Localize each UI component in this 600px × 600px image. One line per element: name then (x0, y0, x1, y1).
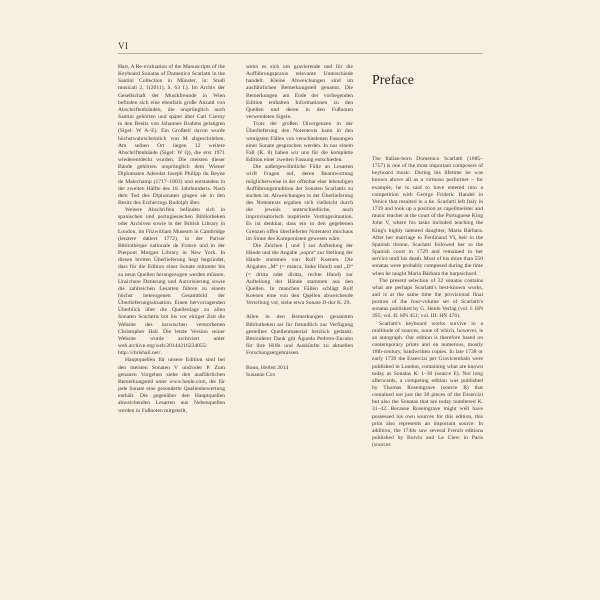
german-column-1 (118, 64, 225, 415)
paragraph: Weitere Abschriften befinden sich in spanischen und portugiesischen Bibliotheken oder Archiven sowie in der British Library in London, im Fitzwilliam Museum in Cambridge (letztere datiert 1772), in der Pariser Bibliothèque nationale de France und in der Pierpont Morgan Library in New York. In diesen breiten Überlieferung liegt begründet, dass für die Edition einer Sonate mitunter bis zu neun Quellen herangezogen werden müssen. Unsichere Datierung und Autorisierung sowie die zahlreichen Lesarten führen zu einem höchst heterogenen Gesamtbild der Überlieferungssituation. Einen hervorragenden Überblick über die Quellenlage zu allen Sonaten Scarlattis bot bis vor einiger Zeit die Website des inzwischen verstorbenen Christopher Hail. Die letzte Version seiner Website wurde archiviert unter web.archive.org/web/20144216234055/ http://chrishail.net/. (118, 207, 225, 357)
preface-title: Preface (372, 73, 414, 88)
header-rule (118, 53, 483, 54)
paragraph: wenn es sich um gravierende und für die Aufführungspraxis relevante Unterschiede handelt. Kleine Abweichungen sind im ausführlichen Bemerkungsteil genannt. Die Bemerkungen am Ende der vorliegenden Edition enthalten Informationen zu den Quellen und deren in den Fußnoten verwendeten Sigeln. (246, 64, 353, 121)
place-date: Bonn, Herbst 2014 (246, 364, 289, 371)
acknowledgements: Allen in den Bemerkungen genannten Bibliotheken sei für freundlich zur Verfügung gestelltes Quellenmaterial herzlich gedankt. Besonderer Dank gilt Águeda Pedrero-Encabo für ihre Hilfe und Auskünfte zu aktuellen Forschungsergebnissen. (246, 314, 353, 357)
paragraph: Hart, A Re-evaluation of the Manuscripts of the Keyboard Sonatas of Domenico Scarlatti in the Santini Collection in Münster, in: Studi musicali 2, 1(2011), S. 63 f.). Im Archiv der Gesellschaft der Musikfreunde in Wien befinden sich eine ebenfalls große Anzahl von Abschriftenbänden, die ursprünglich auch Santini gehörten und später über Carl Czerny in den Besitz von Johannes Brahms gelangten (Sigel: W A–E). Ein Großteil davon wurde höchstwahrscheinlich von M abgeschrieben. Am selben Ort liegen 12 weitere Abschriftenbände (Sigel: W Q), die erst 1971 wiederentdeckt wurden. Die meisten dieser Bände gehörten ursprünglich dem Wiener Diplomaten Adeodat Joseph Philipp du Beyne de Malechamp (1717–1803) und entstanden in der zweiten Hälfte des 18. Jahrhunderts. Nach dem Tod des Diplomaten gingen sie in den Besitz des Erzherzogs Rudolph über. (118, 64, 225, 206)
german-column-2 (246, 64, 353, 379)
english-column (372, 156, 483, 449)
author-name: Susanne Cox (246, 371, 276, 378)
page-number: VI (118, 41, 129, 51)
paragraph: Die Zeichen ⌊ und ⌉ zur Aufteilung der Hände und die Angabe „sopra“ zur Stellung der Hände stammen von Rolf Koenen. Die Angaben „M“ (= manca, linke Hand) und „D“ (= dritta oder diritta, rechte Hand) zur Aufteilung der Hände stammen aus den Quellen. In manchen Fällen schlägt Rolf Koenen eine von den Quellen abweichende Verteilung vor, siehe etwa Sonate D-dur K. 29. (246, 242, 353, 307)
paragraph: Trotz der großen Divergenzen in der Überlieferung des Notentexts kann in den wenigsten Fällen von verschiedenen Fassungen einer Sonate gesprochen werden. In nur einem Fall (K. 8) haben wir uns für die komplette Edition einer zweiten Fassung entschieden. (246, 121, 353, 164)
paragraph: Scarlatti's keyboard works survive in a multitude of sources, none of which, however, is an autograph. Our edition is therefore based on contemporary prints and on numerous, mostly 18th-century, handwritten copies. In late 1738 or early 1739 the Essercizi per Gravicembalo were published in London, containing what are known today as Sonatas K. 1–30 (source E). Not long afterwards, a competing edition was published by Thomas Roseingrave (source R) that contained not just the 30 pieces of the Essercizi but also the Sonatas that are today numbered K. 31–42. Because Roseingrave might well have possessed his own sources for this edition, this print also represents an important source. In addition, the 1740s saw several French editions published by Boivin and Le Clerc in Paris (sources (372, 320, 483, 449)
paragraph: Hauptquellen für unsere Edition sind bei den meisten Sonaten V und/oder P. Zum genauen Vorgehen siehe den ausführlichen Bemerkungsteil unter www.henle.com, der für jede Sonate eine gesonderte Quellenbewertung enthält. Die gegenüber den Hauptquellen abweichenden Lesarten aus Nebenquellen werden in Fußnoten mitgeteilt, (118, 357, 225, 414)
paragraph: The Italian-born Domenico Scarlatti (1685–1757) is one of the most important composers of keyboard music. During his lifetime he was known above all as a virtuoso performer – for example, he is said to have entered into a competition with George Frideric Handel in Venice that resulted in a tie. Scarlatti left Italy in 1719 and took up a position as capellmeister and music teacher at the court of the Portuguese King John V, where his tasks included teaching the King's highly talented daughter, Maria Bárbara. After her marriage to Ferdinand VI, heir to the Spanish throne, Scarlatti followed her to the Spanish court in 1729 and remained in her service until his death. Most of his more than 550 sonatas were probably composed during the time when he taught Maria Bárbara the harpsichord. (372, 156, 483, 277)
paragraph: The present selection of 32 sonatas contains what are perhaps Scarlatti's best-known works, and is at the same time the provisional final portion of the four-volume set of Scarlatti's sonatas published by G. Henle Verlag (vol. I: HN 395; vol. II: HN 451; vol. III: HN 476). (372, 277, 483, 320)
paragraph: Die außergewöhnliche Fülle an Lesarten wirft Fragen auf, deren Beantwortung möglicherweise in der offenbar eher lebendigen Aufführungstradition der Sonaten Scarlattis zu suchen ist. Abweichungen in der Überlieferung des Notentexts ergaben sich vielleicht durch die jeweils unterschiedliche, auch improvisatorisch inspirierte Vortragssituation. Es ist denkbar, dass ein in den gegebenen Grenzen offen überlieferter Notentext durchaus im Sinne des Komponisten gewesen wäre. (246, 164, 353, 242)
